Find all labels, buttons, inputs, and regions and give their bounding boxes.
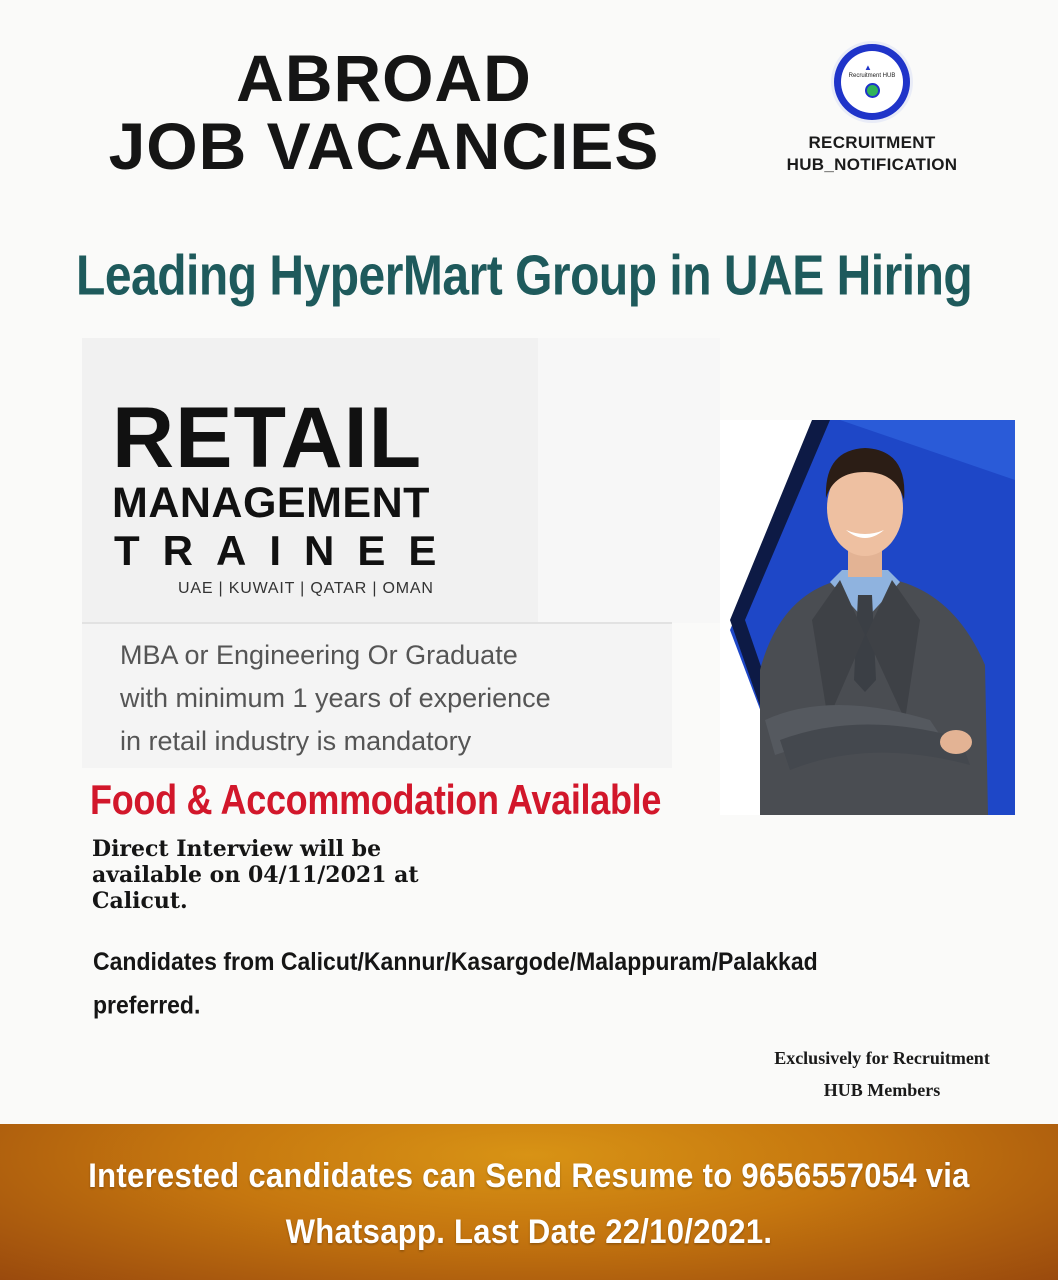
- businessman-photo: [720, 420, 1015, 815]
- requirements-text: [120, 634, 551, 763]
- headline-line-1: ABROAD: [236, 41, 532, 115]
- brand-line-1: RECRUITMENT: [808, 133, 936, 152]
- position-card-side: [538, 338, 720, 623]
- requirement-line-2: with minimum 1 years of experience: [120, 683, 551, 713]
- requirement-line-3: in retail industry is mandatory: [120, 726, 472, 756]
- members-note-line-2: HUB Members: [823, 1080, 941, 1100]
- footer-text: [40, 1148, 1018, 1260]
- magnifier-icon: [865, 83, 880, 98]
- interview-details: Direct Interview will be available on 04/11/2021 at Calicut.: [92, 836, 419, 914]
- headline: [84, 41, 684, 183]
- brand-line-2: HUB_NOTIFICATION: [786, 155, 958, 174]
- position-word-management: MANAGEMENT: [112, 479, 430, 527]
- footer-line-1: Interested candidates can Send Resume to 9656557054 via: [88, 1155, 970, 1196]
- hiring-subheading: Leading HyperMart Group in UAE Hiring: [76, 245, 973, 308]
- position-word-retail: RETAIL: [112, 390, 423, 486]
- members-note: [740, 1042, 1024, 1106]
- footer-line-2: Whatsapp. Last Date 22/10/2021.: [285, 1211, 773, 1252]
- logo-text: Recruitment HUB: [848, 73, 896, 79]
- footer-banner: [0, 1124, 1058, 1280]
- requirement-line-1: MBA or Engineering Or Graduate: [120, 640, 518, 670]
- brand-block: [772, 44, 972, 176]
- position-word-trainee: TRAINEE: [114, 527, 460, 574]
- brand-name: [772, 132, 972, 176]
- headline-line-2: JOB VACANCIES: [108, 109, 660, 183]
- food-accommodation-note: Food & Accommodation Available: [90, 776, 662, 824]
- recruitment-hub-logo-icon: ▲ Recruitment HUB: [834, 44, 910, 120]
- preferred-candidates: Candidates from Calicut/Kannur/Kasargode/Malappuram/Palakkad preferred.: [93, 947, 818, 1019]
- countries-list: UAE | KUWAIT | QATAR | OMAN: [178, 580, 434, 597]
- members-note-line-1: Exclusively for Recruitment: [774, 1048, 990, 1068]
